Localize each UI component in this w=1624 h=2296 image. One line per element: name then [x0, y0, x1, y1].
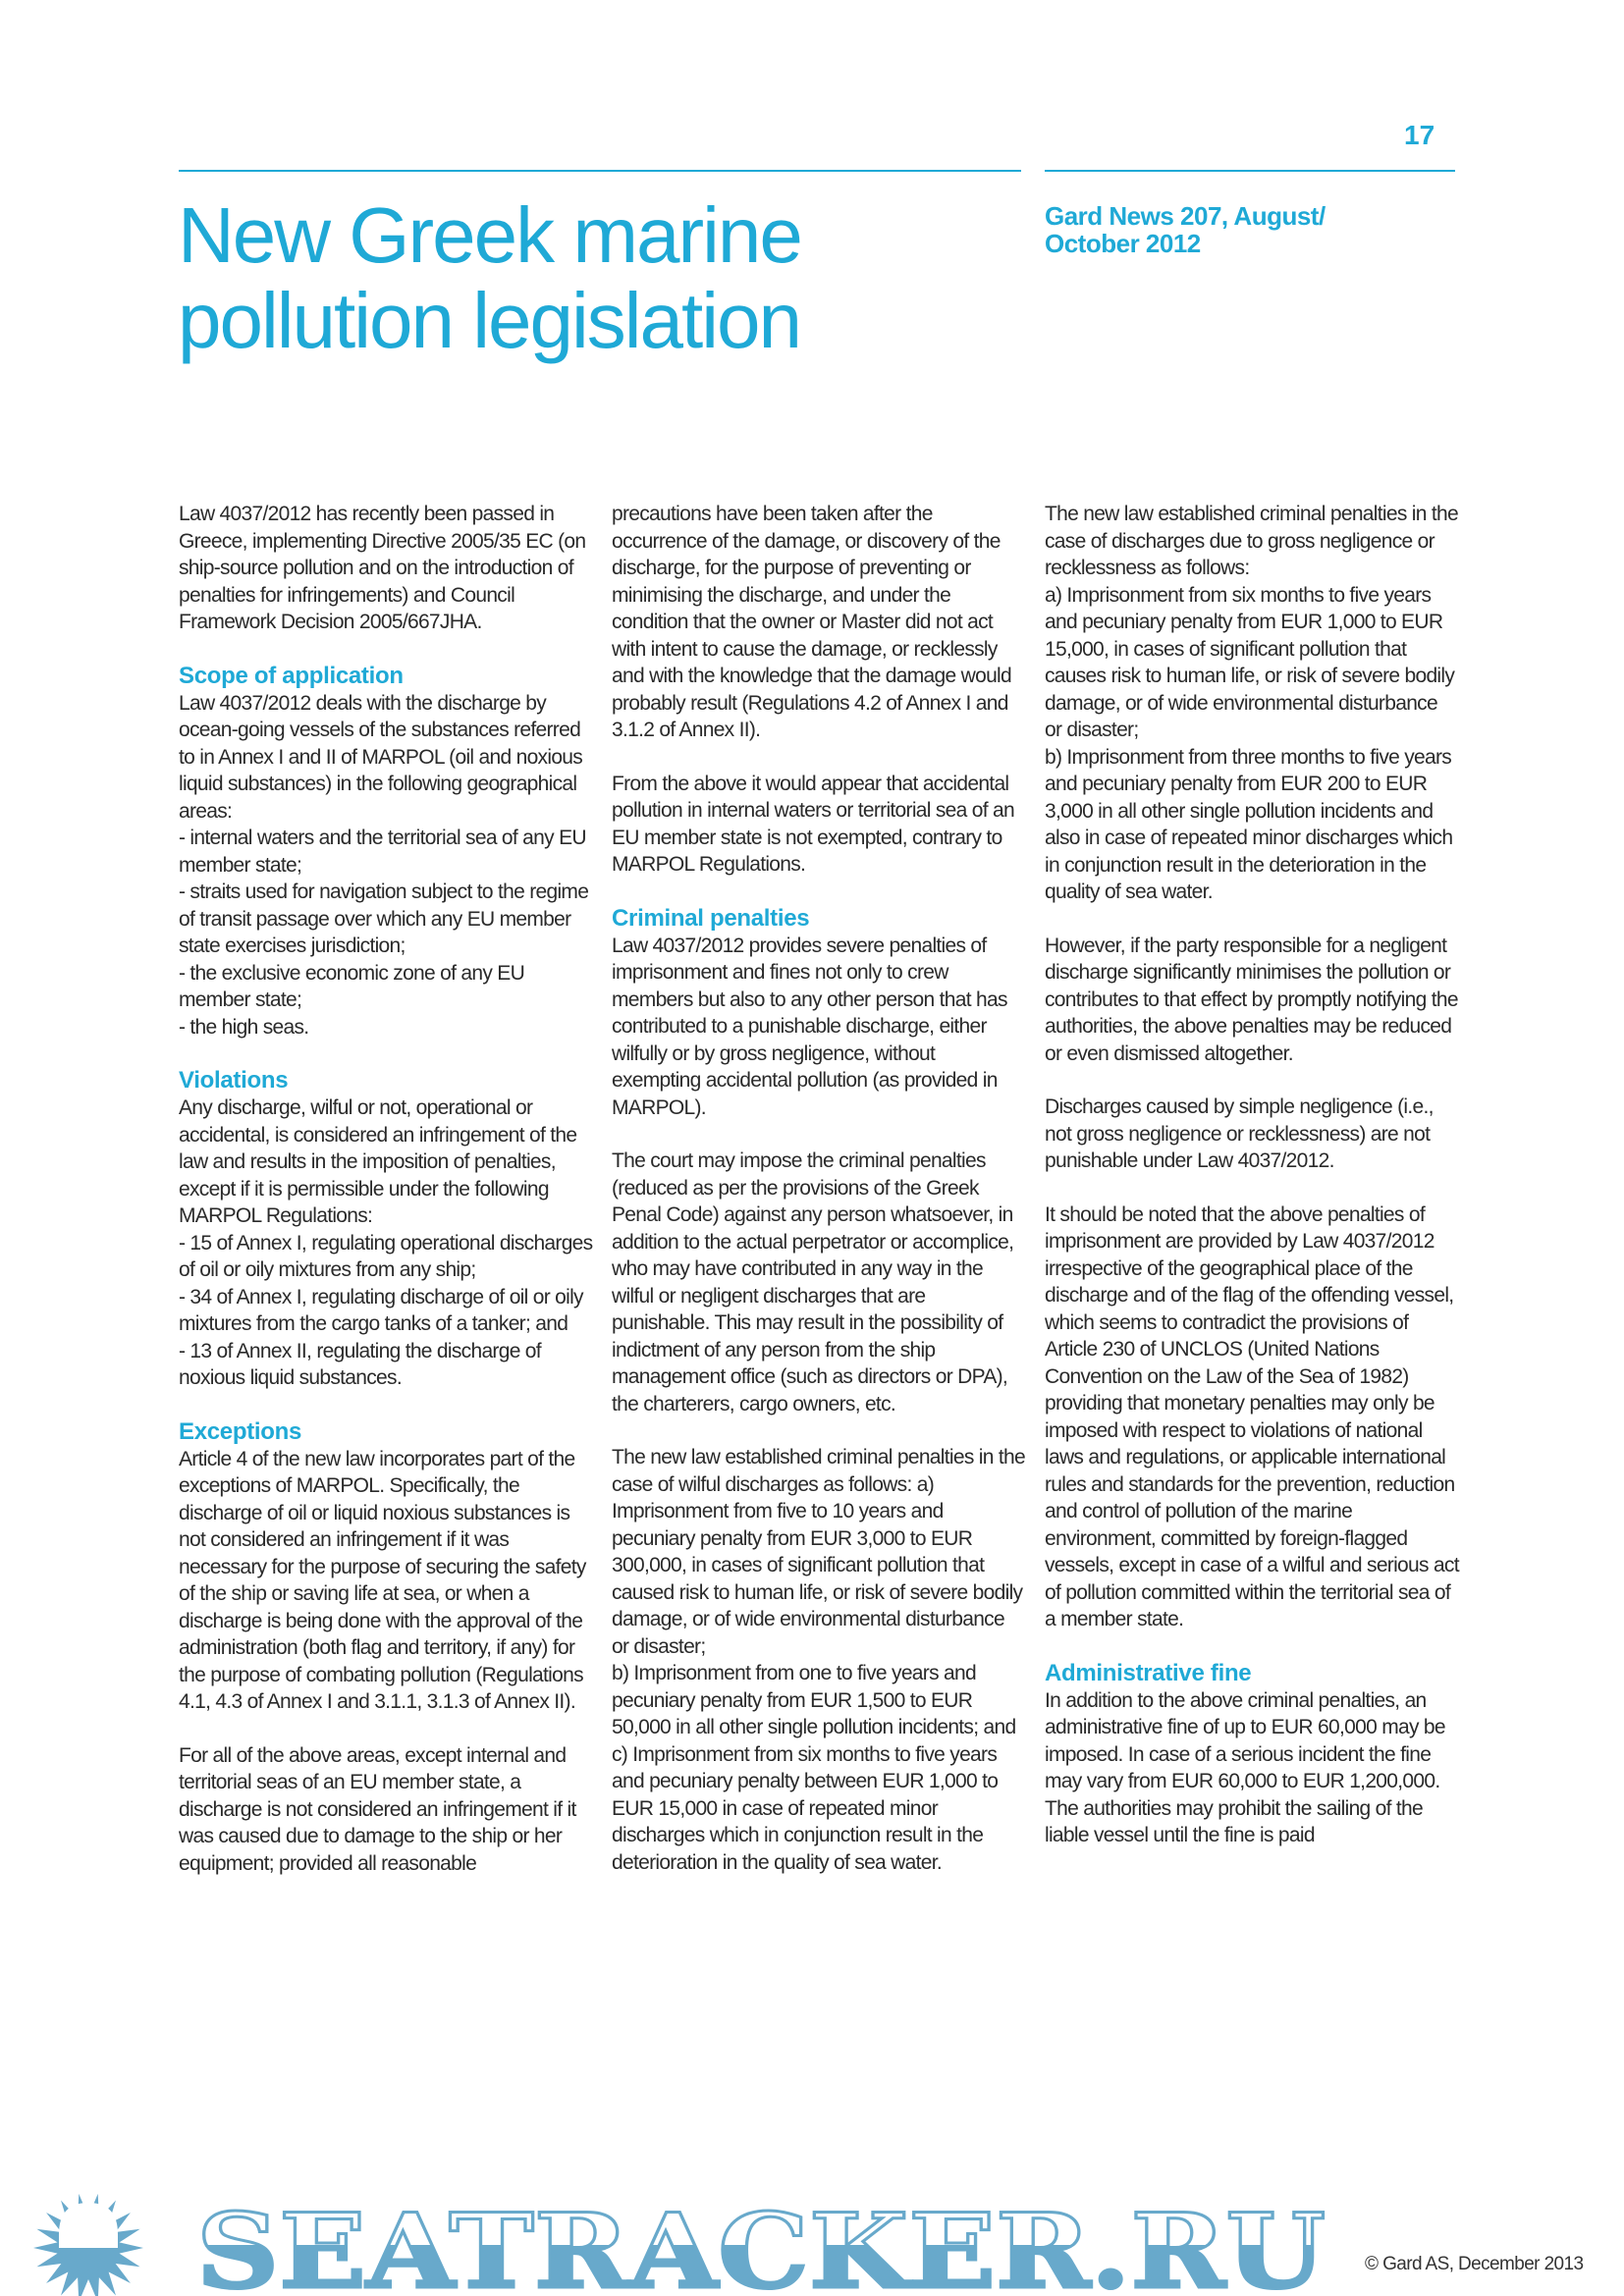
section-heading: Exceptions	[179, 1417, 302, 1445]
paragraph: Law 4037/2012 deals with the discharge by ocean-going vessels of the substances referred to in Annex I and II of MARPOL (oil and noxious liquid substances) in the following geographical areas: - internal waters and the territorial sea of any EU member state; - straits used for navigation subject to the regime of transit passage over which any EU member state exercises jurisdiction; - the exclusive economic zone of any EU member state; - the high seas.	[179, 691, 589, 1039]
title-line: pollution legislation	[178, 277, 801, 364]
section-heading: Administrative fine	[1045, 1659, 1252, 1686]
paragraph: Discharges caused by simple negligence (i.e., not gross negligence or recklessness) are not punishable under Law 4037/2012.	[1045, 1095, 1434, 1172]
column-3	[1045, 501, 1459, 1876]
header-rule-left	[179, 170, 1021, 172]
page-title	[178, 192, 801, 363]
paragraph: Article 4 of the new law incorporates part of the exceptions of MARPOL. Specifically, the discharge of oil or liquid noxious substances is not considered an infringement if it was necessary for the purpose of securing the safety of the ship or saving life at sea, or when a discharge is being done with the approval of the administration (both flag and territory, if any) for the purpose of combating pollution (Regulations 4.1, 4.3 of Annex I and 3.1.1, 3.1.3 of Annex II).	[179, 1447, 586, 1713]
paragraph: The new law established criminal penalties in the case of wilful discharges as follows: a) Imprisonment from five to 10 years and pecuniary penalty from EUR 3,000 to EUR 300,000, in cases of significant pollution that caused risk to human life, or risk of severe bodily damage, or of wide environmental disturbance or disaster; b) Imprisonment from one to five years and pecuniary penalty from EUR 1,500 to EUR 50,000 in all other single pollution incidents; and c) Imprisonment from six months to five years and pecuniary penalty between EUR 1,000 to EUR 15,000 in case of repeated minor discharges which in conjunction result in the deterioration in the quality of sea water.	[612, 1446, 1025, 1874]
title-line: New Greek marine	[178, 191, 801, 279]
sun-icon	[33, 2194, 143, 2296]
issue-line: October 2012	[1045, 229, 1201, 258]
watermark-text: SEATRACKER.RU	[196, 2190, 1326, 2296]
paragraph: Law 4037/2012 has recently been passed in Greece, implementing Directive 2005/35 EC (on ship-source pollution and on the introduction of penalties for infringements) and Council Framework Decision 2005/667JHA.	[179, 503, 586, 633]
issue-label	[1045, 202, 1326, 257]
column-2	[612, 501, 1026, 1902]
page-number: 17	[1404, 120, 1435, 150]
copyright: © Gard AS, December 2013	[1365, 2254, 1584, 2274]
paragraph: The new law established criminal penalties in the case of discharges due to gross negligence or recklessness as follows: a) Imprisonment from six months to five years and pecuniary penalty from EUR 1,000 to EUR 15,000, in cases of significant pollution that causes risk to human life, or risk of severe bodily damage, or of wide environmental disturbance or disaster; b) Imprisonment from three months to five years and pecuniary penalty from EUR 200 to EUR 3,000 in all other single pollution incidents and also in case of repeated minor discharges which in conjunction result in the deterioration in the quality of sea water.	[1045, 503, 1458, 903]
paragraph: Law 4037/2012 provides severe penalties of imprisonment and fines not only to crew members but also to any other person that has contributed to a punishable discharge, either wilfully or by gross negligence, without exempting accidental pollution (as provided in MARPOL).	[612, 934, 1007, 1119]
section-heading: Criminal penalties	[612, 904, 810, 932]
header-rule-right	[1045, 170, 1455, 172]
paragraph: From the above it would appear that accidental pollution in internal waters or territorial sea of an EU member state is not exempted, contrary to MARPOL Regulations.	[612, 772, 1014, 876]
paragraph: For all of the above areas, except internal and territorial seas of an EU member state, a discharge is not considered an infringement if it was caused due to damage to the ship or her equipment; provided all reasonable	[179, 1743, 576, 1875]
section-heading: Scope of application	[179, 662, 404, 689]
section-heading: Violations	[179, 1067, 289, 1094]
paragraph: Any discharge, wilful or not, operational or accidental, is considered an infringement of the law and results in the imposition of penalties, except if it is permissible under the following MARPOL Regulations: - 15 of Annex I, regulating operational discharges of oil or oily mixtures from any ship; - 34 of Annex I, regulating discharge of oil or oily mixtures from the cargo tanks of a tanker; and - 13 of Annex II, regulating the discharge of noxious liquid substances.	[179, 1096, 593, 1389]
paragraph: It should be noted that the above penalties of imprisonment are provided by Law 4037/2012 irrespective of the geographical place of the discharge and of the flag of the offending vessel, which seems to contradict the provisions of Article 230 of UNCLOS (United Nations Convention on the Law of the Sea of 1982) providing that monetary penalties may only be imposed with respect to violations of national laws and regulations, or applicable international rules and standards for the prevention, reduction and control of pollution of the marine environment, committed by foreign-flagged vessels, except in case of a wilful and serious act of pollution committed within the territorial sea of a member state.	[1045, 1202, 1459, 1630]
column-1	[179, 501, 593, 1903]
watermark	[0, 2184, 1624, 2296]
issue-line: Gard News 207, August/	[1045, 201, 1326, 231]
paragraph: However, if the party responsible for a negligent discharge significantly minimises the pollution or contributes to that effect by promptly notifying the authorities, the above penalties may be reduced or even dismissed altogether.	[1045, 934, 1458, 1065]
paragraph: The court may impose the criminal penalties (reduced as per the provisions of the Greek Penal Code) against any person whatsoever, in addition to the actual perpetrator or accomplice, who may have contributed in any way in the wilful or negligent discharges that are punishable. This may result in the possibility of indictment of any person from the ship management office (such as directors or DPA), the charterers, cargo owners, etc.	[612, 1149, 1014, 1415]
paragraph: precautions have been taken after the occurrence of the damage, or discovery of the discharge, for the purpose of preventing or minimising the discharge, and under the condition that the owner or Master did not act with intent to cause the damage, or recklessly and with the knowledge that the damage would probably result (Regulations 4.2 of Annex I and 3.1.2 of Annex II).	[612, 503, 1012, 741]
paragraph: In addition to the above criminal penalties, an administrative fine of up to EUR 60,000 may be imposed. In case of a serious incident the fine may vary from EUR 60,000 to EUR 1,200,000. The authorities may prohibit the sailing of the liable vessel until the fine is paid	[1045, 1688, 1445, 1846]
